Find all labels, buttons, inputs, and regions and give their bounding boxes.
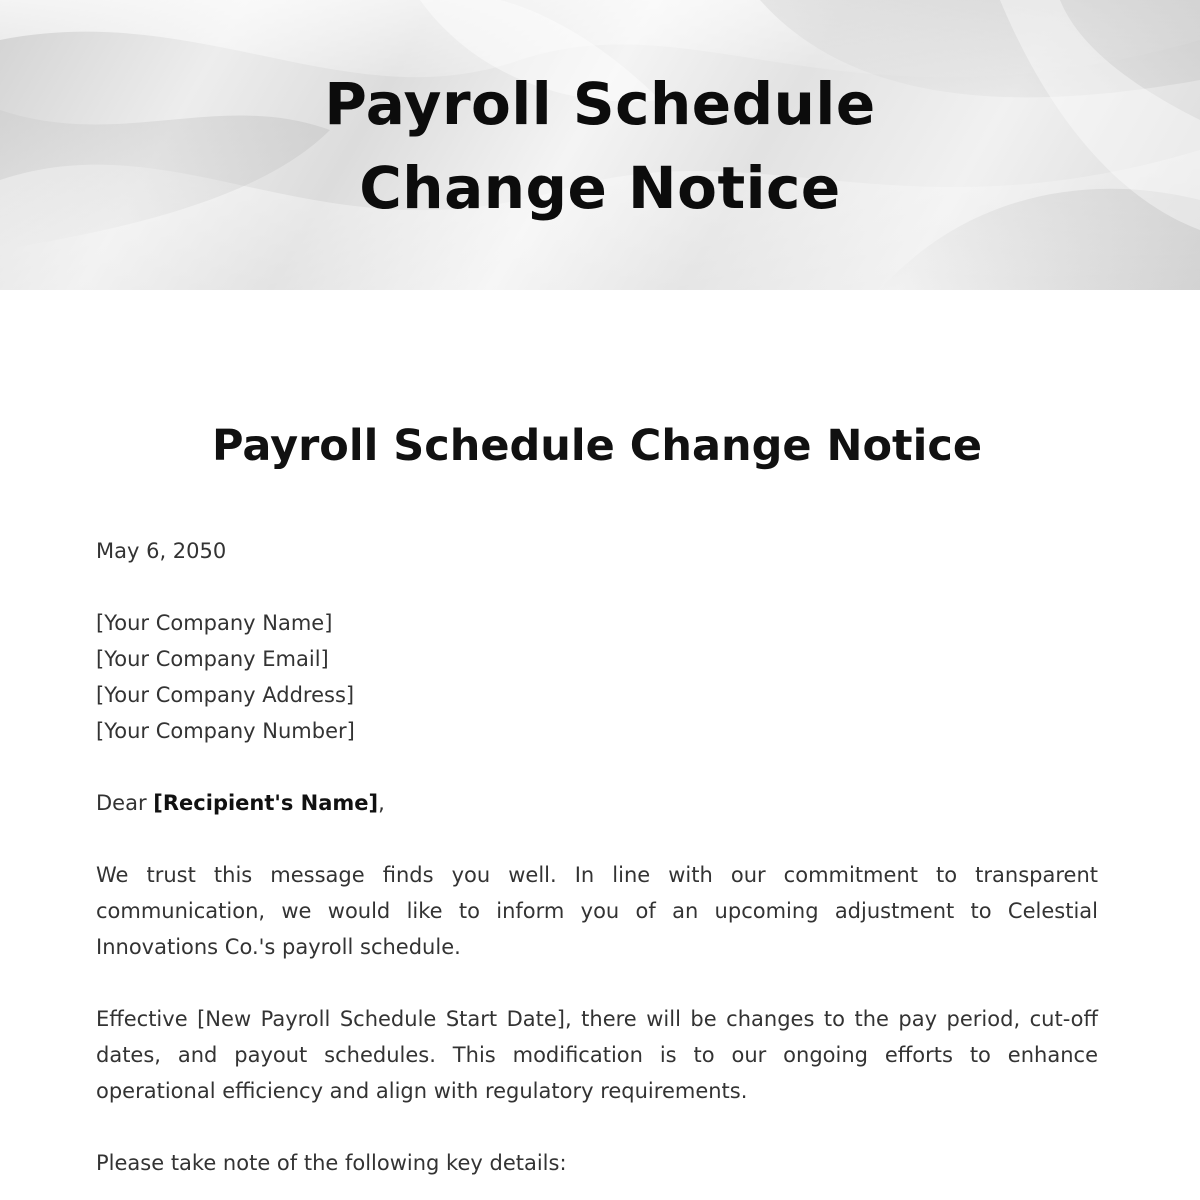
salutation [96, 785, 1098, 821]
banner-title-line-2: Change Notice [359, 154, 841, 222]
header-banner [0, 0, 1200, 290]
company-number: [Your Company Number] [96, 719, 355, 743]
company-info-block [96, 605, 1098, 749]
salutation-prefix: Dear [96, 791, 154, 815]
banner-title [0, 62, 1200, 230]
paragraph-key-details: Please take note of the following key details: [96, 1151, 567, 1175]
letter-date: May 6, 2050 [96, 539, 227, 563]
company-email: [Your Company Email] [96, 647, 329, 671]
banner-title-line-1: Payroll Schedule [324, 70, 876, 138]
company-name: [Your Company Name] [96, 611, 333, 635]
paragraph-intro: We trust this message finds you well. In line with our commitment to transparent communication, we would like to inform you of an upcoming adjustment to Celestial Innovations Co.'s payroll schedule. [96, 863, 1098, 959]
company-address: [Your Company Address] [96, 683, 355, 707]
recipient-name: [Recipient's Name] [153, 791, 379, 815]
document-title: Payroll Schedule Change Notice [212, 421, 982, 471]
salutation-suffix: , [378, 791, 385, 815]
paragraph-effective-changes: Effective [New Payroll Schedule Start Date], there will be changes to the pay period, cut-off dates, and payout schedules. This modification is to our ongoing efforts to enhance operational efficiency and align with regulatory requirements. [96, 1007, 1098, 1103]
